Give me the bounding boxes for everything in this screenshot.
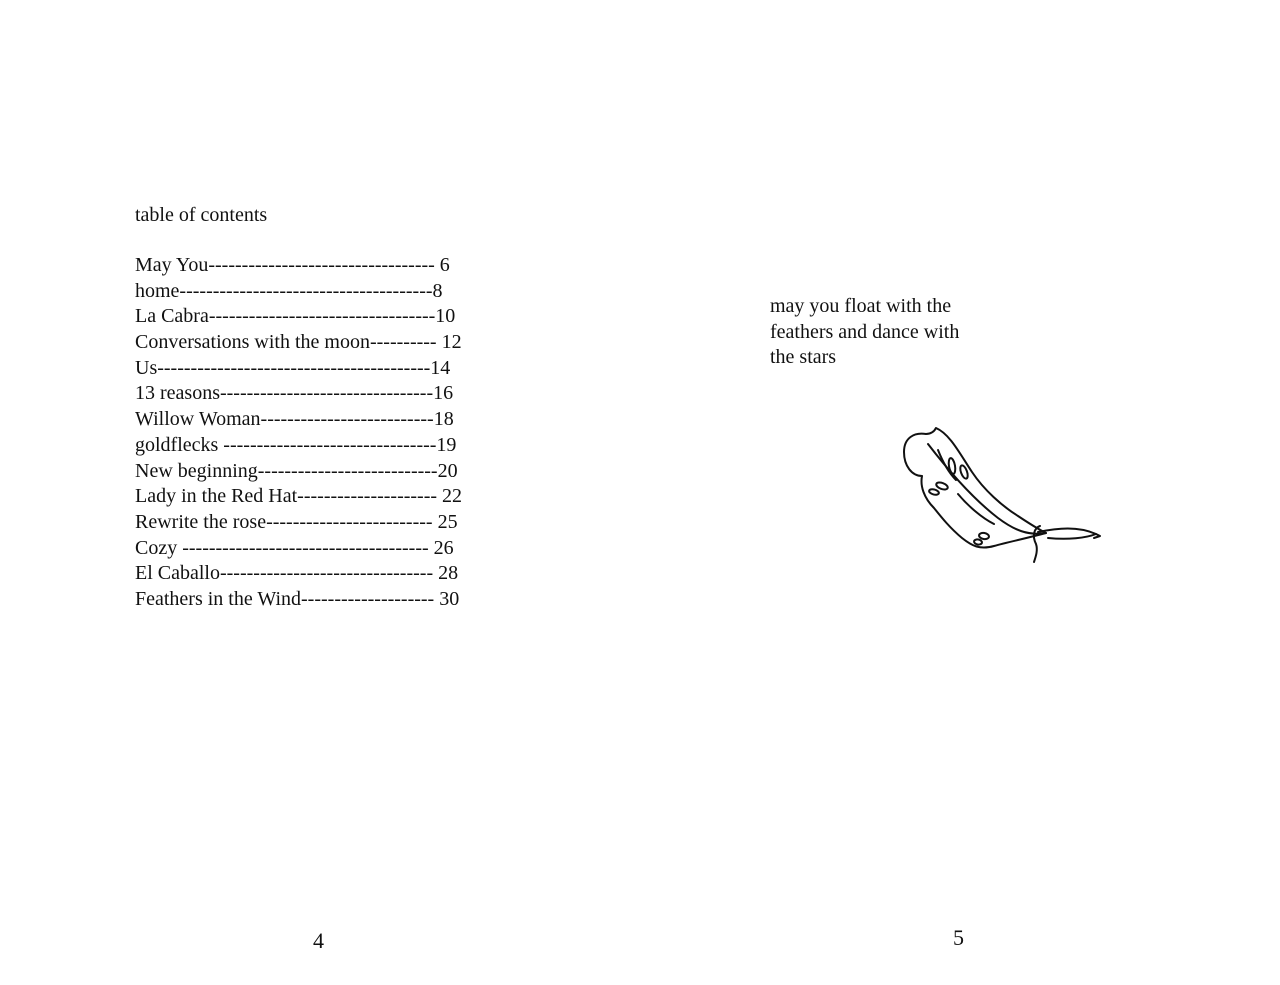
poem-line: the stars: [770, 346, 837, 369]
toc-entry: Us-----------------------------------------14: [135, 356, 451, 379]
toc-entry: Cozy ------------------------------------- 26: [135, 536, 454, 559]
feather-vane-outline: [904, 428, 1046, 548]
toc-entry: New beginning---------------------------20: [135, 459, 458, 482]
right-page: [640, 0, 1280, 985]
toc-entry: El Caballo-------------------------------- 28: [135, 562, 459, 585]
toc-entry: 13 reasons--------------------------------16: [135, 382, 454, 405]
feather-seed: [979, 532, 990, 540]
poem: [770, 294, 1010, 371]
toc-entry: May You---------------------------------- 6: [135, 254, 450, 276]
toc-entry: Rewrite the rose------------------------- 25: [135, 510, 458, 533]
toc-entry: Lady in the Red Hat--------------------- 22: [135, 485, 463, 508]
page-number-right: 5: [953, 925, 964, 950]
toc-entry: Conversations with the moon---------- 12: [135, 331, 462, 354]
feather-seed: [974, 539, 983, 545]
toc-title: table of contents: [135, 204, 268, 226]
toc-entry: La Cabra----------------------------------10: [135, 305, 456, 328]
poem-line: feathers and dance with: [770, 320, 960, 343]
toc-entry: Feathers in the Wind-------------------- 30: [135, 587, 460, 610]
feather-seed: [929, 488, 940, 495]
feather-seed: [935, 481, 948, 491]
page-number-left: 4: [313, 928, 324, 953]
toc-entry: goldflecks --------------------------------19: [135, 433, 457, 456]
feather-illustration: [898, 420, 1106, 570]
toc-entry: Willow Woman--------------------------18: [135, 408, 454, 431]
toc-list: [135, 253, 462, 613]
poem-line: may you float with the: [770, 295, 952, 317]
toc-entry: home--------------------------------------8: [135, 279, 443, 302]
